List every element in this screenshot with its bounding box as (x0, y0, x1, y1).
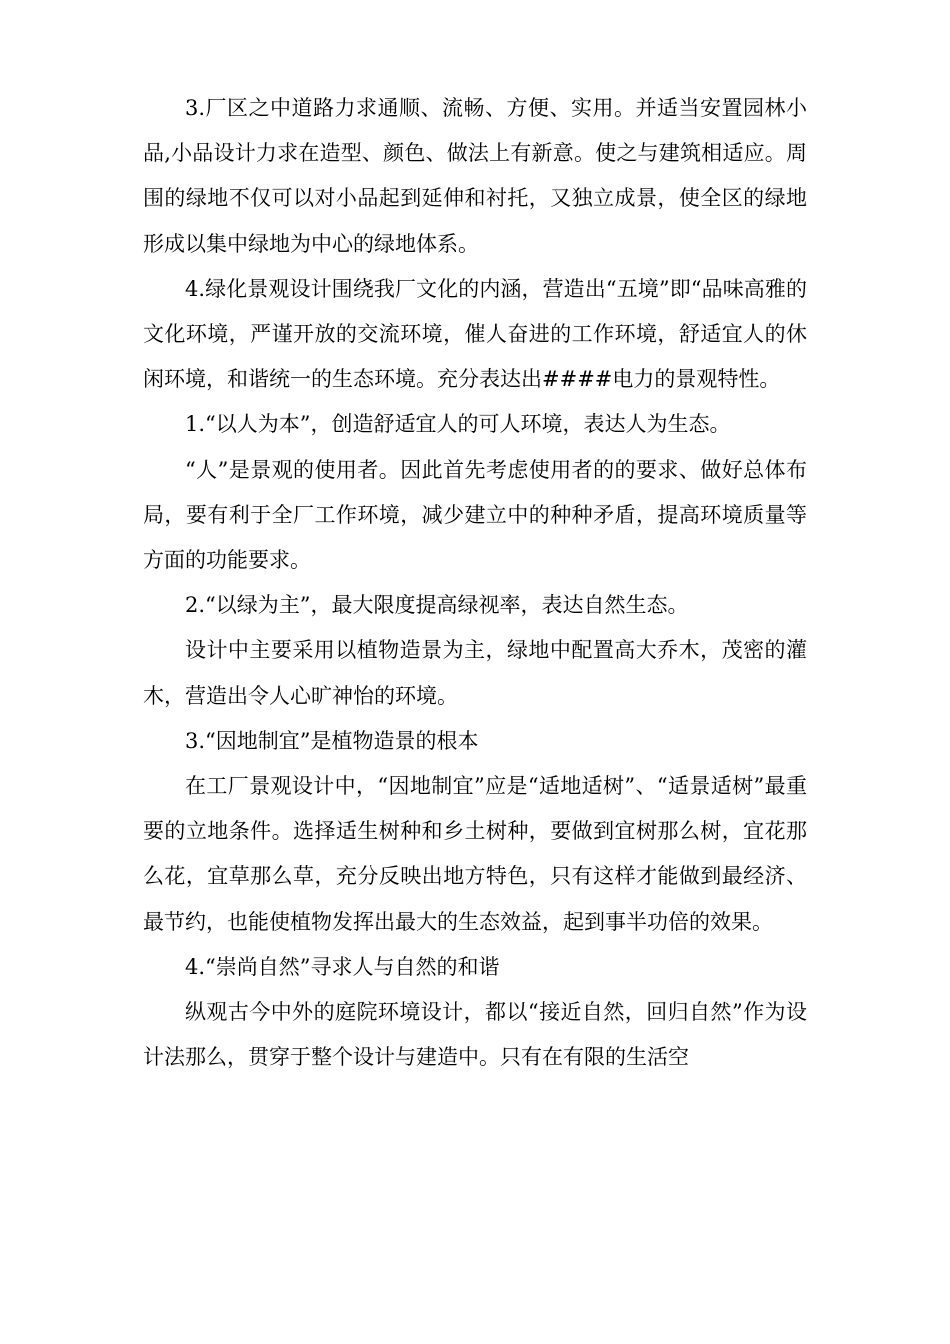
heading-local-conditions: 3.“因地制宜”是植物造景的根本 (185, 728, 479, 753)
heading-people-oriented: 1.“以人为本”，创造舒适宜人的可人环境，表达人为生态。 (185, 412, 731, 437)
heading-nature-harmony: 4.“崇尚自然”寻求人与自然的和谐 (185, 954, 500, 979)
paragraph-road-design: 3.厂区之中道路力求通顺、流畅、方便、实用。并适当安置园林小品,小品设计力求在造型、颜色、做法上有新意。使之与建筑相适应。周围的绿地不仅可以对小品起到延伸和衬托，又独立成景，使全区的绿地形成以集中绿地为中心的绿地体系。 (143, 96, 807, 256)
paragraph-green-first: 设计中主要采用以植物造景为主，绿地中配置高大乔木，茂密的灌木，营造出令人心旷神怡的环境。 (143, 638, 807, 708)
paragraph-five-environments: 4.绿化景观设计围绕我厂文化的内涵，营造出“五境”即“品味高雅的文化环境，严谨开放的交流环境，催人奋进的工作环境，舒适宜人的休闲环境，和谐统一的生态环境。充分表达出####电力的景观特性。 (143, 276, 807, 392)
paragraph-people-oriented: “人”是景观的使用者。因此首先考虑使用者的的要求、做好总体布局，要有利于全厂工作环境，减少建立中的种种矛盾，提高环境质量等方面的功能要求。 (143, 457, 807, 573)
heading-green-first: 2.“以绿为主”，最大限度提高绿视率，表达自然生态。 (185, 593, 689, 618)
document-body (143, 86, 807, 1080)
paragraph-local-conditions: 在工厂景观设计中，“因地制宜”应是“适地适树”、“适景适树”最重要的立地条件。选择适生树种和乡土树种，要做到宜树那么树，宜花那么花，宜草那么草，充分反映出地方特色，只有这样才能做到最经济、最节约，也能使植物发挥出最大的生态效益，起到事半功倍的效果。 (143, 774, 807, 934)
paragraph-nature-harmony: 纵观古今中外的庭院环境设计，都以“接近自然，回归自然”作为设计法那么，贯穿于整个设计与建造中。只有在有限的生活空 (143, 1000, 807, 1070)
